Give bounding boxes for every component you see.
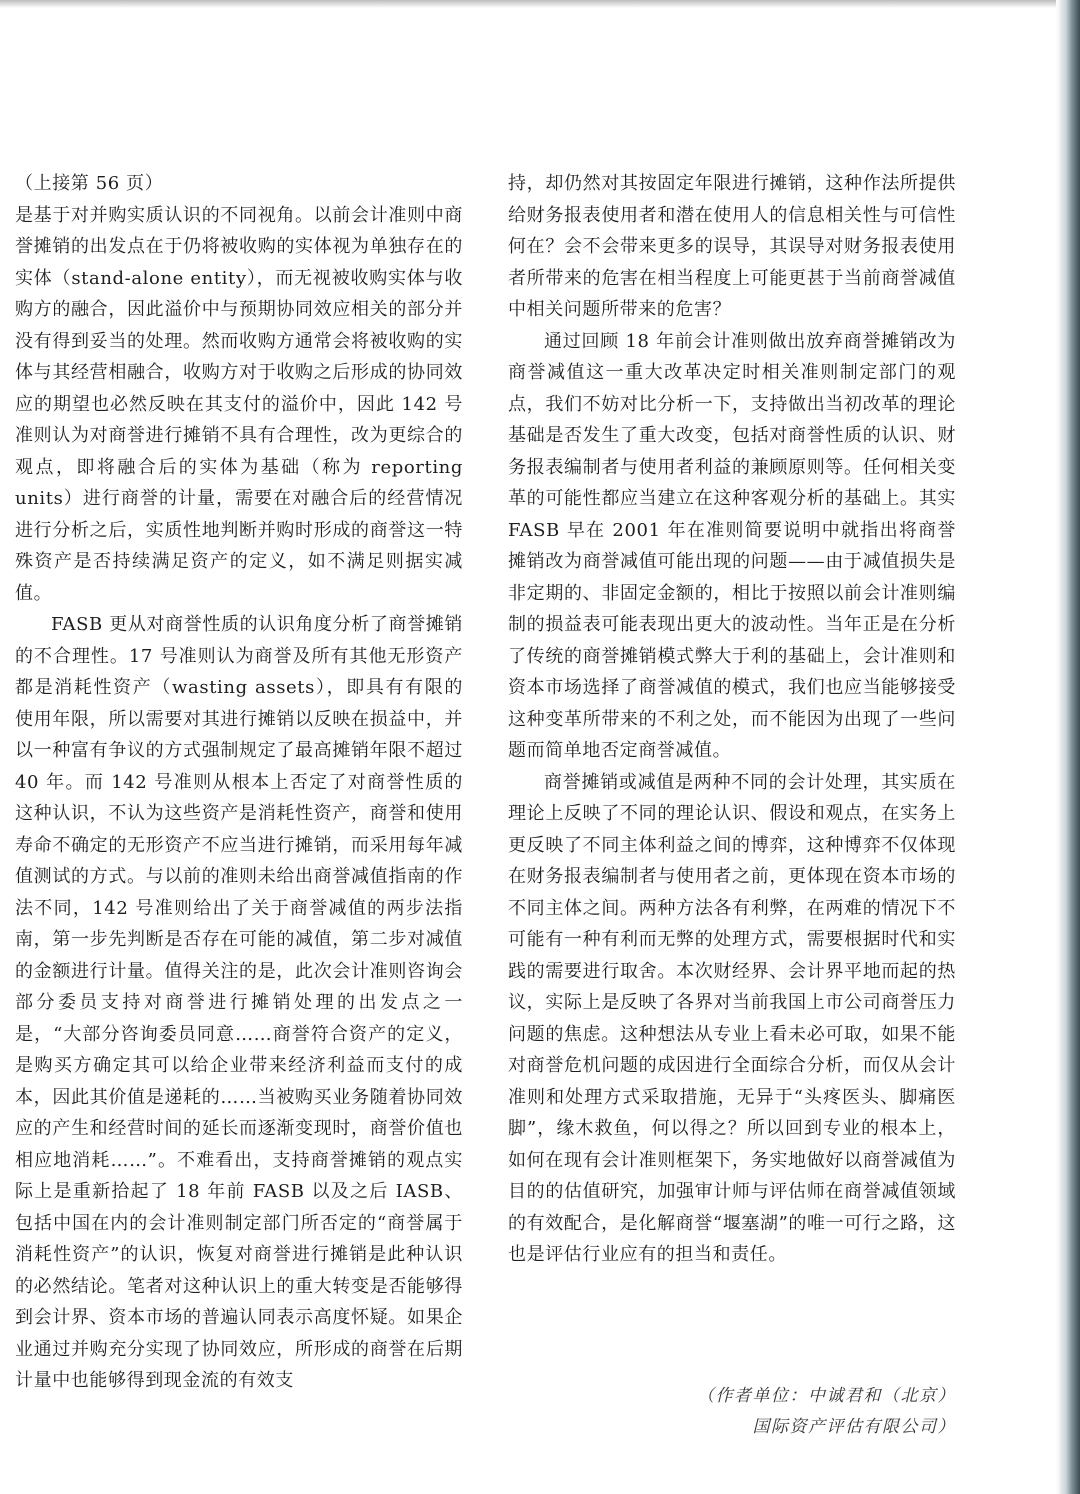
author-affiliation-line: 国际资产评估有限公司）: [752, 1417, 956, 1437]
author-affiliation-line: （作者单位：中诚君和（北京）: [697, 1386, 956, 1406]
paragraph: 持，却仍然对其按固定年限进行摊销，这种作法所提供给财务报表使用者和潜在使用人的信息相关性与可信性何在？会不会带来更多的误导，其误导对财务报表使用者所带来的危害在相当程度上可能更甚于当前商誉减值中相关问题所带来的危害？: [508, 173, 956, 320]
paragraph: FASB 更从对商誉性质的认识角度分析了商誉摊销的不合理性。17 号准则认为商誉及所有其他无形资产都是消耗性资产（wasting assets），即具有有限的使用年限，所以需要对其进行摊销以反映在损益中，并以一种富有争议的方式强制规定了最高摊销年限不超过 40 年。而 142 号准则从根本上否定了对商誉性质的这种认识，不认为这些资产是消耗性资产，商誉和使用寿命不确定的无形资产不应当进行摊销，而采用每年减值测试的方式。与以前的准则未给出商誉减值指南的作法不同，142 号准则给出了关于商誉减值的两步法指南，第一步先判断是否存在可能的减值，第二步对减值的金额进行计量。值得关注的是，此次会计准则咨询会部分委员支持对商誉进行摊销处理的出发点之一是，“大部分咨询委员同意……商誉符合资产的定义，是购买方确定其可以给企业带来经济利益而支付的成本，因此其价值是递耗的……当被购买业务随着协同效应的产生和经营时间的延长而逐渐变现时，商誉价值也相应地消耗……”。不难看出，支持商誉摊销的观点实际上是重新拾起了 18 年前 FASB 以及之后 IASB、包括中国在内的会计准则制定部门所否定的“商誉属于消耗性资产”的认识，恢复对商誉进行摊销是此种认识的必然结论。笔者对这种认识上的重大转变是否能够得到会计界、资本市场的普遍认同表示高度怀疑。如果企业通过并购充分实现了协同效应，所形成的商誉在后期计量中也能够得到现金流的有效支: [15, 614, 463, 1391]
page-gutter: [1060, 0, 1080, 1494]
left-column: [15, 168, 463, 1397]
page-edge: [0, 0, 1080, 8]
continued-from-note: （上接第 56 页）: [15, 173, 164, 194]
paragraph: 通过回顾 18 年前会计准则做出放弃商誉摊销改为商誉减值这一重大改革决定时相关准则制定部门的观点，我们不妨对比分析一下，支持做出当初改革的理论基础是否发生了重大改变，包括对商誉性质的认识、财务报表编制者与使用者利益的兼顾原则等。任何相关变革的可能性都应当建立在这种客观分析的基础上。其实 FASB 早在 2001 年在准则简要说明中就指出将商誉摊销改为商誉减值可能出现的问题——由于减值损失是非定期的、非固定金额的，相比于按照以前会计准则编制的损益表可能表现出更大的波动性。当年正是在分析了传统的商誉摊销模式弊大于利的基础上，会计准则和资本市场选择了商誉减值的模式，我们也应当能够接受这种变革所带来的不利之处，而不能因为出现了一些问题而简单地否定商誉减值。: [508, 330, 956, 761]
right-column: [508, 168, 956, 1271]
paragraph: 是基于对并购实质认识的不同视角。以前会计准则中商誉摊销的出发点在于仍将被收购的实体视为单独存在的实体（stand-alone entity），而无视被收购实体与收购方的融合，因此溢价中与预期协同效应相关的部分并没有得到妥当的处理。然而收购方通常会将被收购的实体与其经营相融合，收购方对于收购之后形成的协同效应的期望也必然反映在其支付的溢价中，因此 142 号准则认为对商誉进行摊销不具有合理性，改为更综合的观点，即将融合后的实体为基础（称为 reporting units）进行商誉的计量，需要在对融合后的经营情况进行分析之后，实质性地判断并购时形成的商誉这一特殊资产是否持续满足资产的定义，如不满足则据实减值。: [15, 204, 463, 604]
author-affiliation: [600, 1381, 956, 1443]
paragraph: 商誉摊销或减值是两种不同的会计处理，其实质在理论上反映了不同的理论认识、假设和观点，在实务上更反映了不同主体利益之间的博弈，这种博弈不仅体现在财务报表编制者与使用者之前，更体现在资本市场的不同主体之间。两种方法各有利弊，在两难的情况下不可能有一种有利而无弊的处理方式，需要根据时代和实践的需要进行取舍。本次财经界、会计界平地而起的热议，实际上是反映了各界对当前我国上市公司商誉压力问题的焦虑。这种想法从专业上看未必可取，如果不能对商誉危机问题的成因进行全面综合分析，而仅从会计准则和处理方式采取措施，无异于“头疼医头、脚痛医脚”，缘木救鱼，何以得之？所以回到专业的根本上，如何在现有会计准则框架下，务实地做好以商誉减值为目的的估值研究，加强审计师与评估师在商誉减值领域的有效配合，是化解商誉“堰塞湖”的唯一可行之路，这也是评估行业应有的担当和责任。: [508, 771, 956, 1265]
